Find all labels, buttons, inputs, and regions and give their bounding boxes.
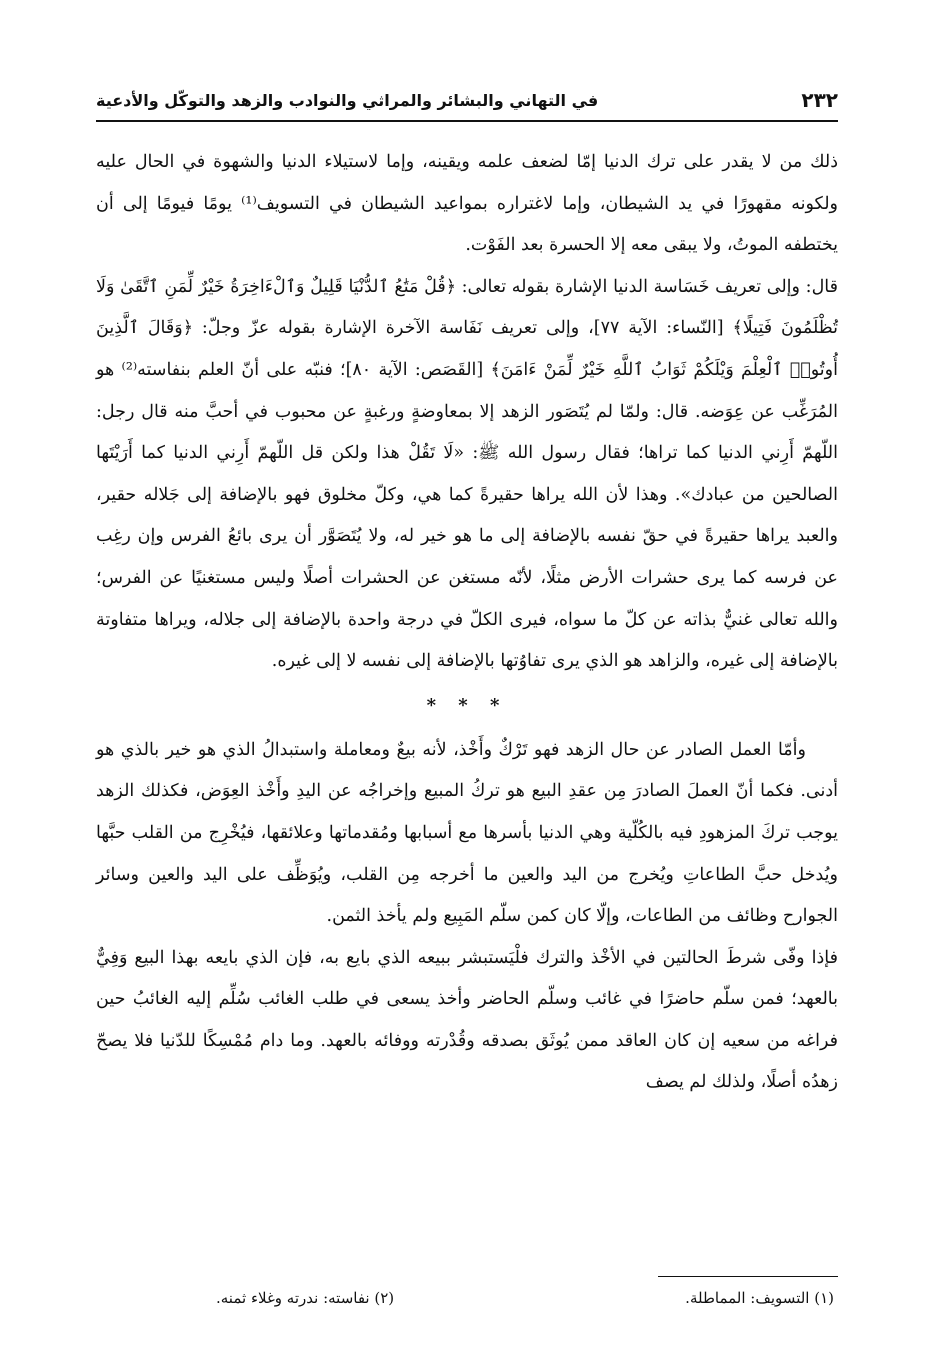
running-header <box>96 80 838 122</box>
footnote-1: (١) التسويف: المماطلة. <box>685 1289 834 1307</box>
footnote-row <box>96 1289 838 1307</box>
section-separator: * * * <box>426 694 508 716</box>
running-title: في التهاني والبشائر والمراثي والنوادب والزهد والتوكّل والأدعية <box>96 90 599 110</box>
paragraph-4: فإذا وفّى شرطَ الحالتين في الأخْذ والترك فلْيَستبشر ببيعه الذي بايع به، فإن الذي بايعه بهذا البيع وَفِيٌّ بالعهد؛ فمن سلّم حاضرًا في غائب وسلّم الحاضر وأخذ يسعى في طلب الغائب سُلِّم إليه الغائبُ حين فراغه من سعيه إن كان العاقد ممن يُوثَق بصدقه وقُدْرته ووفائه بالعهد. وما دام مُمْسِكًا للدّنيا فلا يصحّ زهدُه أصلًا، ولذلك لم يصف <box>96 947 838 1093</box>
book-page <box>96 80 838 1350</box>
footnote-2: (٢) نفاسته: ندرته وغلاء ثمنه. <box>216 1289 395 1307</box>
paragraph-1: ذلك من لا يقدر على ترك الدنيا إمّا لضعف علمه ويقينه، وإما لاستيلاء الدنيا والشهوة في الحال عليه ولكونه مقهورًا في يد الشيطان، وإما لاغتراره بمواعيد الشيطان في التسويف⁽¹⁾ يومًا فيومًا إلى أن يختطفه الموتُ، ولا يبقى معه إلا الحسرة بعد الفَوْت. <box>96 152 838 256</box>
page-number: ٢٣٢ <box>801 88 838 112</box>
main-text <box>96 142 838 1104</box>
paragraph-2: قال: وإلى تعريف خَسَاسة الدنيا الإشارة بقوله تعالى: ﴿قُلْ مَتَٰعُ ٱلدُّنْيَا قَلِيلٌ وَٱلْءَاخِرَةُ خَيْرٌ لِّمَنِ ٱتَّقَىٰ وَلَا تُظْلَمُونَ فَتِيلًا﴾ [النّساء: الآية ٧٧]، وإلى تعريف نَفَاسة الآخرة الإشارة بقوله عزّ وجلّ: ﴿وَقَالَ ٱلَّذِينَ أُوتُوا۟ ٱلْعِلْمَ وَيْلَكُمْ ثَوَابُ ٱللَّهِ خَيْرٌ لِّمَنْ ءَامَنَ﴾ [القَصَص: الآية ٨٠]؛ فنبّه على أنّ العلم بنفاسته⁽²⁾ هو المُرَغِّب عن عِوَضه. قال: ولمّا لم يُتَصَور الزهد إلا بمعاوضةٍ ورغبةٍ عن محبوب في أحبَّ منه قال رجل: اللّهمّ أَرِني الدنيا كما تراها؛ فقال رسول الله ﷺ: «لَا تَقُلْ هذا ولكن قل اللّهمّ أَرِني الدنيا كما أَرَيْتَها الصالحين من عبادك». وهذا لأن الله يراها حقيرةً كما هي، وكلّ مخلوق فهو بالإضافة إلى جَلاله حقير، والعبد يراها حقيرةً في حقّ نفسه بالإضافة إلى ما هو خير له، ولا يُتَصَوَّر أن يرى بائعُ الفرس وإن رغِب عن فرسه كما يرى حشرات الأرض مثلًا، لأنّه مستغن عن الحشرات أصلًا وليس مستغنيًا عن الفرس؛ والله تعالى غنيٌّ بذاته عن كلّ ما سواه، فيرى الكلّ في درجة واحدة بالإضافة إلى جلاله، ويراها متفاوتة بالإضافة إلى غيره، والزاهد هو الذي يرى تفاوُتها بالإضافة إلى نفسه لا إلى غيره. <box>96 276 839 672</box>
footnotes <box>96 1276 838 1307</box>
paragraph-3: وأمّا العمل الصادر عن حال الزهد فهو تَرْكٌ وأَخْذ، لأنه بيعٌ ومعاملة واستبدالُ الذي هو خير بالذي هو أدنى. فكما أنّ العملَ الصادرَ مِن عقدِ البيع هو تركُ المبيع وإخراجُه عن اليدِ وأَخْذ العِوَض، فكذلك الزهد يوجب تركَ المزهودِ فيه بالكُلّية وهي الدنيا بأسرها مع أسبابها ومُقدماتها وعلائقها، فيُخْرِج من القلب حبَّها ويُدخل حبَّ الطاعاتِ ويُخرج من اليد والعين ما أخرجه مِن القلب، ويُوَظِّف على اليد والعين وسائر الجوارح وظائف من الطاعات، وإلّا كان كمن سلّم المَبِيع ولم يأخذ الثمن. <box>96 739 838 927</box>
footnote-divider <box>658 1276 838 1277</box>
